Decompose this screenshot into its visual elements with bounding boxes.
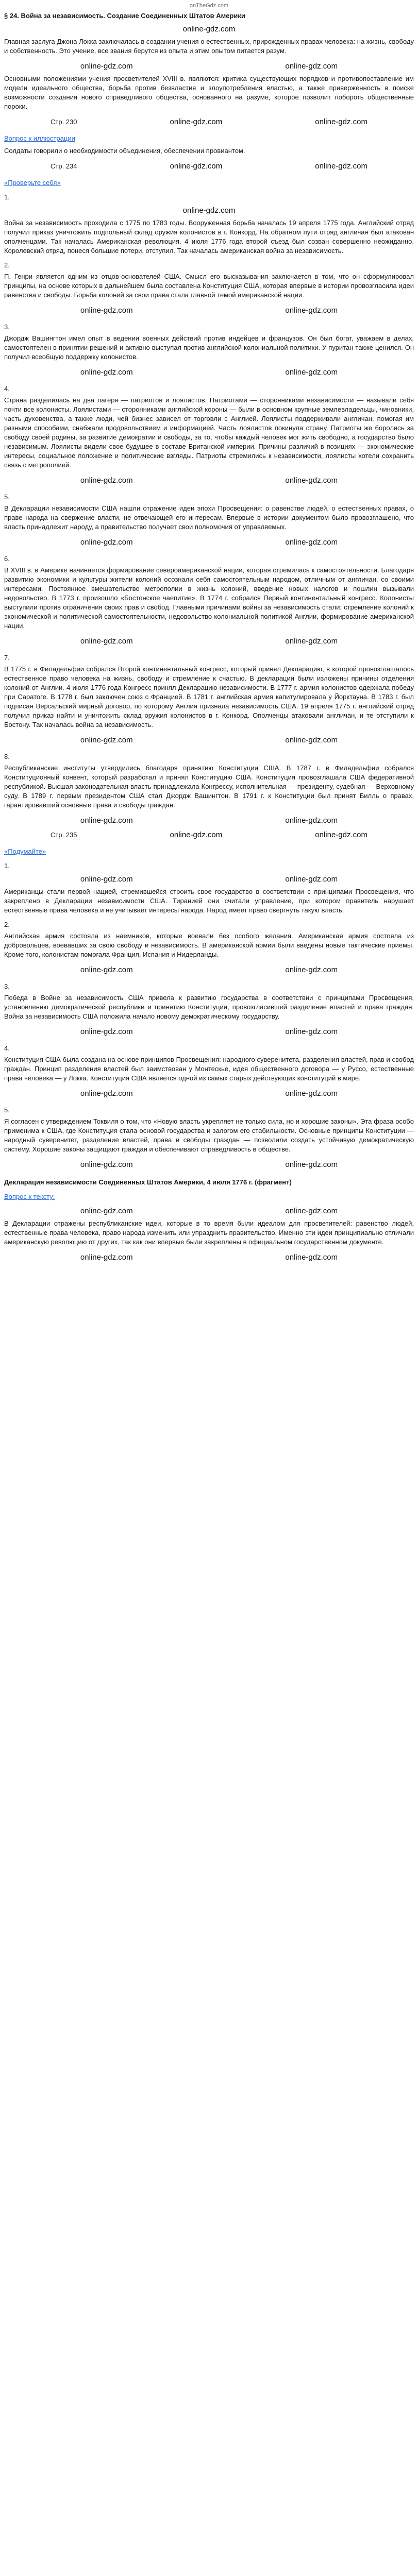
watermark: online-gdz.com	[315, 117, 367, 126]
answer-5	[4, 493, 414, 549]
page-number-234: Стр. 234	[51, 162, 77, 170]
watermark: online-gdz.com	[285, 1160, 338, 1169]
watermark: online-gdz.com	[285, 538, 338, 547]
watermark-row	[4, 873, 414, 886]
watermark-row	[4, 963, 414, 977]
answer-text: П. Генри является одним из отцов-основателей США. Смысл его высказывания заключается в том, что он сформулировал принципы, на основе которых в дальнейшем была составлена Конституция США, которая впервые в истории провозгласила идеи равенства и свободы. Борьба колоний за свои права стала главной темой американской нации.	[4, 273, 414, 299]
think-answer-4	[4, 1044, 414, 1100]
answer-2	[4, 261, 414, 317]
watermark: online-gdz.com	[170, 117, 223, 126]
answer-number: 7.	[4, 654, 10, 662]
answer-number: 2.	[4, 261, 10, 269]
watermark: online-gdz.com	[285, 62, 338, 71]
watermark-row	[4, 536, 414, 549]
watermark-row	[4, 828, 414, 842]
answer-3	[4, 323, 414, 379]
answer-1	[4, 193, 414, 256]
watermark: online-gdz.com	[315, 162, 367, 171]
link-question-illustration[interactable]: Вопрос к иллюстрации	[4, 134, 75, 142]
intro-paragraph-1: Главная заслуга Джона Локка заключалась в создании учения о естественных, прирожденных правах человека: на жизнь, свободу и собственность. Это учение, все звания берутся из опыта и этим опытом питается разум.	[4, 38, 414, 55]
watermark: online-gdz.com	[285, 637, 338, 646]
watermark-row	[4, 1205, 414, 1218]
watermark: online-gdz.com	[80, 306, 133, 315]
answer-number: 2.	[4, 921, 10, 928]
site-header	[0, 0, 418, 11]
answer-text: Американцы стали первой нацией, стремившейся строить свое государство в соответствии с принципами Просвещения, что закреплено в Декларации независимости США. Тиранией они считали управление, при котором правитель нарушает естественные права человека и не учитывает интересы народа. Народ имеет право свергнуть такую власть.	[4, 888, 414, 914]
watermark-row	[4, 814, 414, 827]
watermark: online-gdz.com	[285, 1207, 338, 1215]
watermark-row	[4, 160, 414, 173]
watermark-row	[4, 23, 414, 36]
watermark-row	[4, 1025, 414, 1039]
watermark: online-gdz.com	[285, 476, 338, 485]
watermark: online-gdz.com	[80, 816, 133, 825]
watermark: online-gdz.com	[80, 1089, 133, 1098]
watermark: online-gdz.com	[80, 368, 133, 377]
link-check-yourself[interactable]: «Проверьте себя»	[4, 179, 61, 187]
watermark-row	[4, 1087, 414, 1100]
answer-number: 3.	[4, 982, 10, 990]
watermark: online-gdz.com	[182, 206, 236, 215]
watermark: online-gdz.com	[285, 875, 338, 884]
answer-number: 4.	[4, 385, 10, 393]
answer-number: 5.	[4, 493, 10, 501]
page-number-235: Стр. 235	[51, 831, 77, 839]
watermark-row	[4, 366, 414, 379]
watermark: online-gdz.com	[80, 1207, 133, 1215]
watermark-row	[4, 115, 414, 129]
answer-number: 3.	[4, 323, 10, 331]
declaration-heading: Декларация независимости Соединенных Штатов Америки, 4 июля 1776 г. (фрагмент)	[4, 1178, 292, 1186]
watermark-row	[4, 204, 414, 217]
watermark: online-gdz.com	[80, 637, 133, 646]
watermark: online-gdz.com	[80, 1253, 133, 1262]
answer-text: Страна разделилась на два лагеря — патриотов и лоялистов. Патриотами — сторонниками независимости — называли себя почти все колонисты. Лоялистами — сторонниками английской короны — были в основном крупные землевладельцы, чиновники, часть духовенства, а также люди, чей бизнес зависел от торговли с Англией. Лоялисты поддерживали англичан, помогая им разными способами, снабжали продовольствием и информацией. Часть лоялистов покинула страну. Патриоты же боролись за свободу своей родины, за развитие демократии и свободы, за то, чтобы каждый человек мог жить свободно, а государство было независимым. Лоялисты видели свое будущее в составе Британской империи. Причины различий в позициях — экономические интересы, социальное положение и политические взгляды. Патриоты стремились к независимости, лоялисты хотели сохранить связь с метрополией.	[4, 396, 414, 469]
watermark-row	[4, 734, 414, 747]
think-answer-2	[4, 920, 414, 977]
answer-text: Победа в Войне за независимость США привела к развитию государства в соответствии с принципами Просвещения, установлению демократической республики и принятию Конституции, провозгласившей разделение властей и права граждан. Война за независимость США положила начало новому демократическому государству.	[4, 994, 414, 1020]
watermark: online-gdz.com	[285, 1089, 338, 1098]
intro-paragraph-2: Основными положениями учения просветителей XVIII в. являются: критика существующих порядков и противопоставление им модели идеального общества, борьба против безвластия и злоупотребления властью, а также приверженность в поиске возможности создания нового справедливого общества, основанного на разуме, которое позволит побороть общественные пороки.	[4, 75, 414, 110]
watermark-row	[4, 1251, 414, 1264]
answer-number: 8.	[4, 753, 10, 760]
think-answer-3	[4, 982, 414, 1039]
page-number-230: Стр. 230	[51, 118, 77, 126]
answer-number: 1.	[4, 193, 10, 201]
watermark: online-gdz.com	[285, 1027, 338, 1036]
answer-text: В Декларации независимости США нашли отражение идеи эпохи Просвещения: о равенстве людей, о естественных правах, о праве народа на свержение власти, не отвечающей его интересам. Впервые в истории документом было провозглашено, что власть принадлежит народу, а правительство получает свои полномочия от управляемых.	[4, 504, 414, 531]
watermark: online-gdz.com	[285, 368, 338, 377]
content	[0, 11, 418, 1264]
answer-6	[4, 554, 414, 648]
answer-text: Английская армия состояла из наемников, которые воевали без особого желания. Американская армия состояла из добровольцев, воевавших за свою свободу и независимость. В американской армии были введены новые тактические приемы. Кроме того, колонистам помогала Франция, Испания и Нидерланды.	[4, 932, 414, 958]
answer-text: Война за независимость проходила с 1775 по 1783 годы. Вооруженная борьба началась 19 апреля 1775 года. Английский отряд получил приказ уничтожить подпольный склад оружия колонистов в г. Конкорд. На обратном пути отряд англичан был атакован ополченцами. Так началась Американская революция. 4 июля 1776 года второй съезд был созван совершенно неожиданно. Королевский отряд, понеся большие потери, отступил. Так началась американская война за независимость.	[4, 219, 414, 255]
watermark: online-gdz.com	[80, 875, 133, 884]
answer-8	[4, 752, 414, 827]
answer-number: 5.	[4, 1106, 10, 1114]
watermark: online-gdz.com	[80, 965, 133, 974]
watermark-row	[4, 304, 414, 317]
watermark: online-gdz.com	[80, 538, 133, 547]
watermark: online-gdz.com	[80, 1160, 133, 1169]
answer-number: 1.	[4, 862, 10, 870]
think-answer-5	[4, 1106, 414, 1172]
watermark: online-gdz.com	[80, 736, 133, 744]
answer-text: В XVIII в. в Америке начинается формирование североамериканской нации, которая стремилась к самостоятельности. Благодаря развитию экономики и культуры жители колоний осознали себя самостоятельным народом, отличным от англичан, со своими интересами. Постоянное вмешательство метрополии в жизнь колоний, введение новых налогов и пошлин вызывали недовольство. В 1773 г. произошло «Бостонское чаепитие». В 1774 г. собрался Первый континентальный конгресс. Колонисты выступили против ограничения своих прав и свобод. Главными причинами войны за независимость стали: стремление колоний к экономической и политической самостоятельности, недовольство колониальной политикой Англии, формирование американской нации.	[4, 566, 414, 630]
think-answer-1	[4, 861, 414, 915]
watermark: online-gdz.com	[285, 736, 338, 744]
watermark: online-gdz.com	[285, 816, 338, 825]
watermark-row	[4, 474, 414, 487]
watermark-row	[4, 1158, 414, 1172]
watermark: online-gdz.com	[285, 1253, 338, 1262]
watermark: online-gdz.com	[170, 831, 223, 839]
watermark: online-gdz.com	[182, 25, 236, 33]
illustration-answer: Солдаты говорили о необходимости объединения, обеспечении провиантом.	[4, 147, 245, 155]
watermark: online-gdz.com	[80, 62, 133, 71]
watermark-row	[4, 635, 414, 648]
answer-text: Я согласен с утверждением Токвиля о том, что «Новую власть укрепляет не только сила, но и хорошие законы». Эта фраза особо применима к США, где Конституция стала основой государства и залогом его стабильности. Основные принципы Конституции — народный суверенитет, разделение властей, права и свободы граждан — позволили создать устойчивую демократическую систему. Хорошие законы защищают граждан и обеспечивают справедливость в обществе.	[4, 1117, 414, 1153]
watermark: online-gdz.com	[170, 162, 223, 171]
watermark: online-gdz.com	[285, 306, 338, 315]
answer-text: Республиканские институты утвердились благодаря принятию Конституции США. В 1787 г. в Филадельфии собрался Конституционный конвент, который разработал и принял Конституцию США. Конституция провозглашала США федеративной республикой. Высшая законодательная власть принадлежала Конгрессу, исполнительная — президенту, судебная — Верховному суду. В 1789 г. первым президентом США стал Джордж Вашингтон. В 1791 г. к Конституции был принят Билль о правах, гарантировавший основные права и свободы граждан.	[4, 764, 414, 809]
watermark: online-gdz.com	[80, 476, 133, 485]
watermark-row	[4, 60, 414, 73]
answer-7	[4, 653, 414, 747]
link-text-question[interactable]: Вопрос к тексту:	[4, 1193, 55, 1200]
answer-number: 4.	[4, 1044, 10, 1052]
link-think[interactable]: «Подумайте»	[4, 848, 46, 855]
answer-text: Джордж Вашингтон имел опыт в ведении военных действий против индейцев и французов. Он был богат, уважаем в делах, самостоятелен в принятии решений и активно выступал против английской колониальной политики. У пуритан также ценился. Он получил всеобщую поддержку колонистов.	[4, 334, 414, 361]
declaration-answer: В Декларации отражены республиканские идеи, которые в то время были идеалом для просветителей: равенство людей, естественные права человека, право народа изменить или упразднить правительство. Именно эти идеи принципиально отличали американскую революцию от других, так как они впервые были закреплены в официальном государственном документе.	[4, 1219, 414, 1246]
site-name[interactable]: onTheGdz.com	[189, 3, 229, 9]
answer-text: Конституция США была создана на основе принципов Просвещения: народного суверенитета, разделения властей, прав и свобод граждан. Принцип разделения властей был заимствован у Монтескье, идея общественного договора — у Руссо, естественные права человека — у Локка. Конституция США является одной из самых старых действующих конституций в мире.	[4, 1056, 414, 1082]
answer-number: 6.	[4, 555, 10, 563]
answer-4	[4, 384, 414, 487]
watermark: online-gdz.com	[315, 831, 367, 839]
page-title: § 24. Война за независимость. Создание Соединенных Штатов Америки	[4, 12, 245, 20]
answer-text: В 1775 г. в Филадельфии собрался Второй континентальный конгресс, который принял Декларацию, в которой провозглашалось естественное право человека на жизнь, свободу и стремление к счастью. В декларации были изложены причины отделения колоний от Англии. 4 июля 1776 года Конгресс принял Декларацию независимости. В 1777 г. армия колонистов одержала победу при Саратоге. В 1778 г. был заключен союз с Францией. В 1781 г. английская армия капитулировала у Йорктауна. В 1783 г. был подписан Версальский мирный договор, по которому Англия признала независимость США. 19 апреля 1775 г. английский отряд получил приказ найти и уничтожить склад оружия колонистов в г. Конкорд. Ополченцы атаковали англичан, и те отступили к Бостону. Так началась война за независимость.	[4, 665, 414, 728]
watermark: online-gdz.com	[285, 965, 338, 974]
watermark: online-gdz.com	[80, 1027, 133, 1036]
